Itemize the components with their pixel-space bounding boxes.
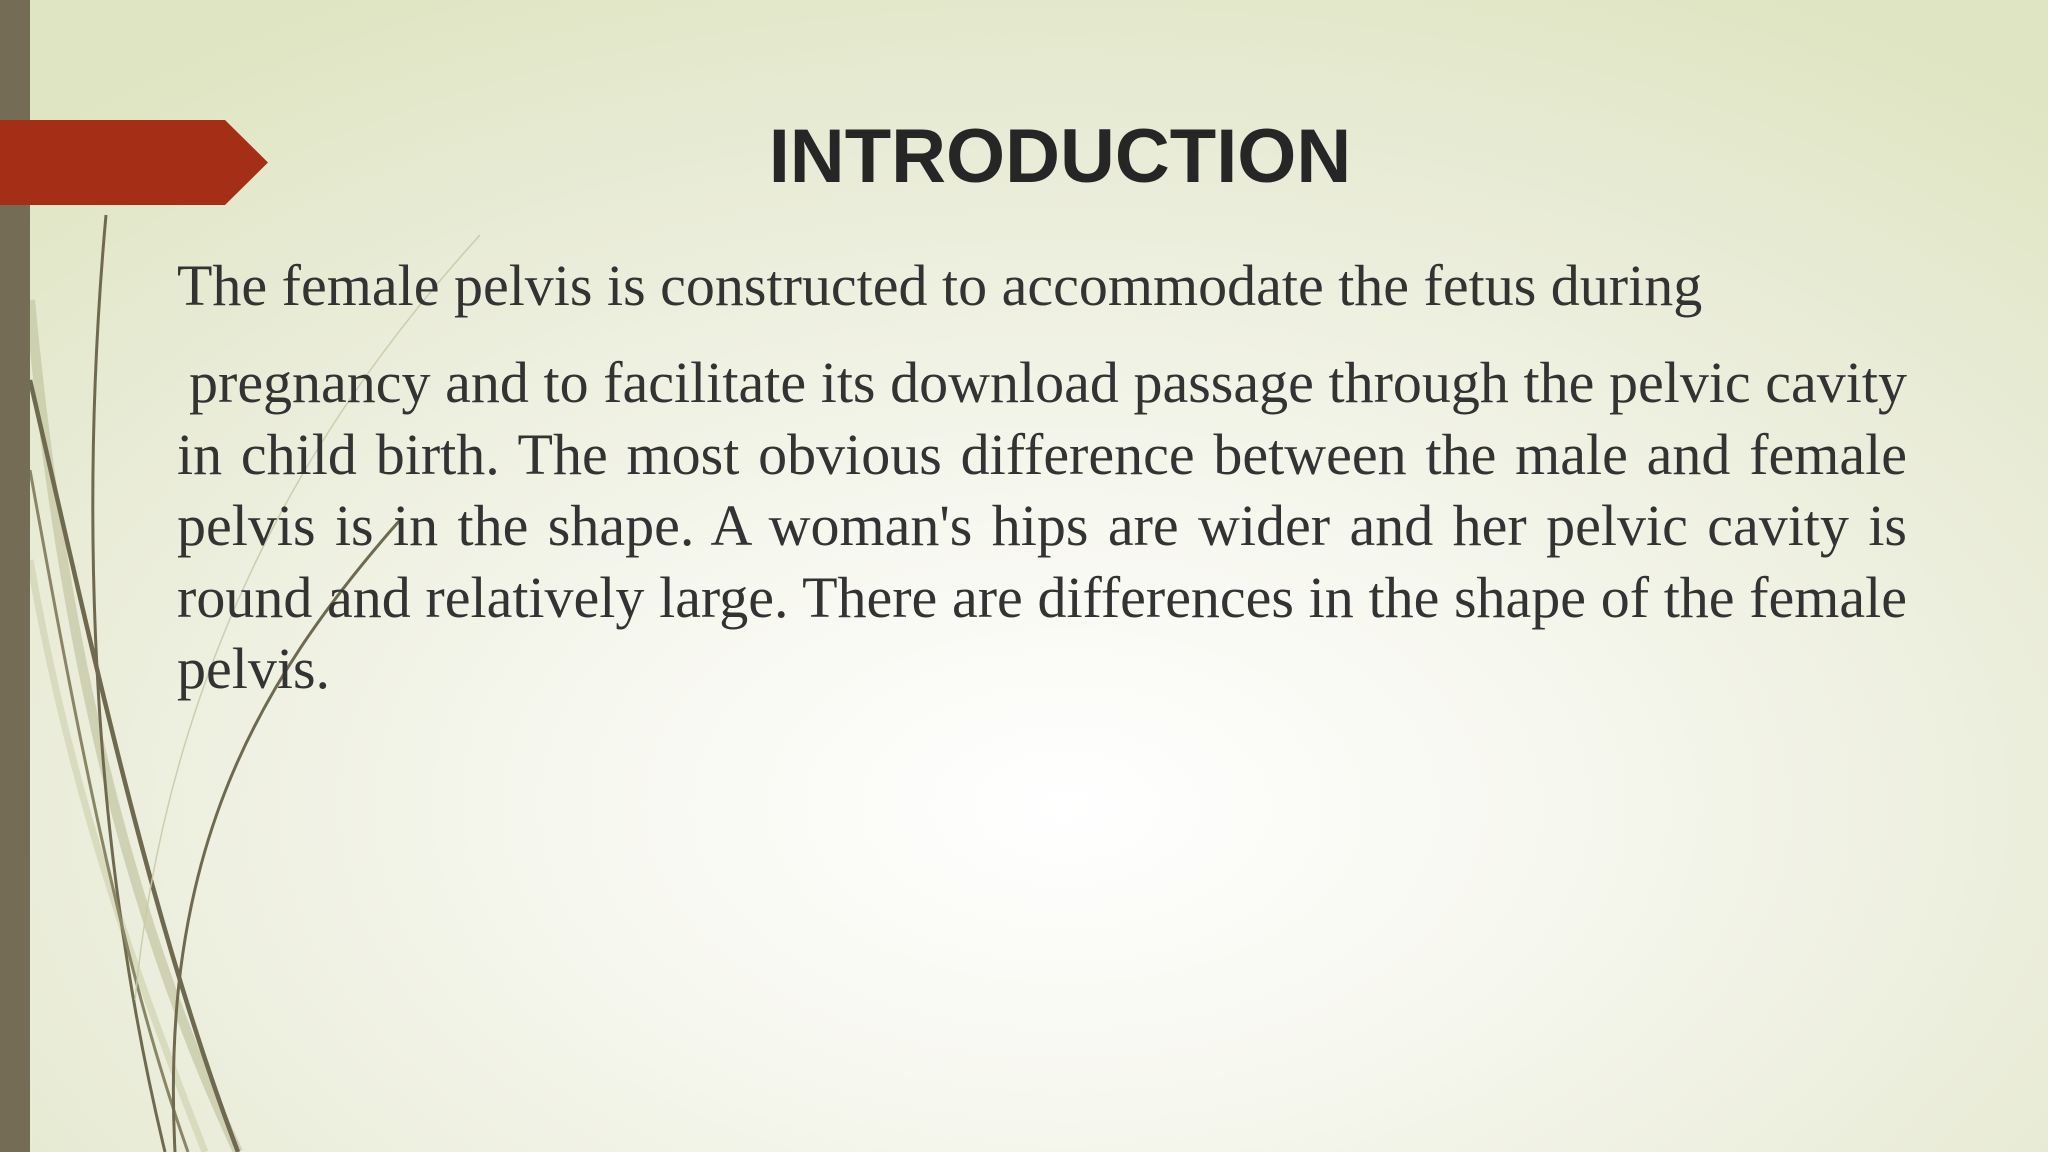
body-paragraph-2: pregnancy and to facilitate its download passage through the pelvic cavity in child birth. The most obvious difference between the male and female pelvis is in the shape. A woman's hips are wider and her pelvic cavity is round and relatively large. There are differences in the shape of the female pelvis.: [177, 350, 1907, 701]
body-paragraph-1: The female pelvis is constructed to accommodate the fetus during: [177, 253, 1703, 318]
title-arrow-tab: [0, 120, 268, 205]
slide-title: INTRODUCTION: [768, 114, 1352, 199]
